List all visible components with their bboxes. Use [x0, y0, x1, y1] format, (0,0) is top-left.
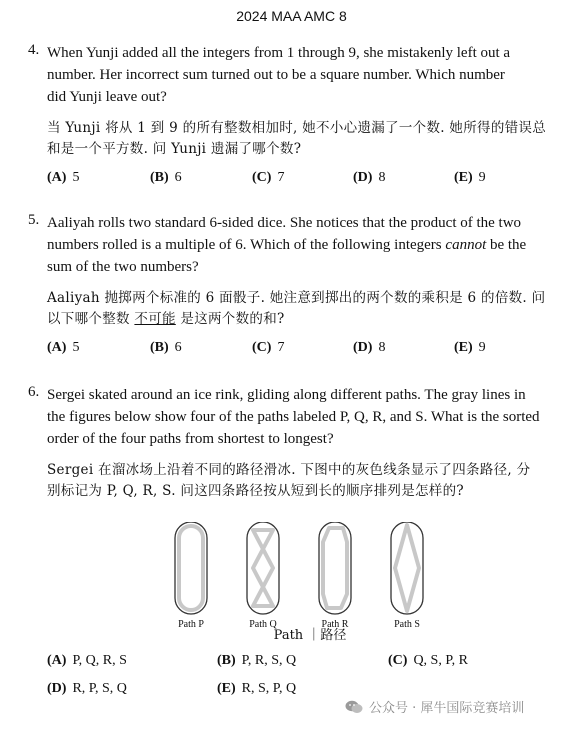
zh-line: 以下哪个整数 不可能 是这两个数的和?: [47, 311, 285, 327]
wechat-icon: [345, 700, 363, 714]
zh-line: Sergei 在溜冰场上沿着不同的路径滑冰. 下图中的灰色线条显示了四条路径, 分: [47, 462, 531, 478]
paths-diagram: [150, 522, 470, 622]
text-line: sum of the two numbers?: [47, 259, 199, 275]
text-line: did Yunji leave out?: [47, 89, 167, 105]
answer-choices-6: [47, 653, 567, 703]
choice-c[interactable]: (C) Q, S, P, R: [388, 653, 468, 668]
path-q-label: Path Q: [249, 619, 277, 630]
path-s-figure: [391, 522, 423, 614]
choice-c[interactable]: (C) 7: [252, 340, 285, 355]
answer-choices: [47, 340, 563, 362]
problem-number: 4.: [28, 42, 40, 58]
choice-e[interactable]: (E) R, S, P, Q: [217, 681, 297, 696]
emphasis: cannot: [445, 237, 487, 253]
zh-line: 别标记为 P, Q, R, S. 问这四条路径按从短到长的顺序排列是怎样的?: [47, 483, 464, 499]
problem-number: 5.: [28, 212, 40, 228]
choice-b[interactable]: (B) 6: [150, 340, 182, 355]
problem-text: [47, 212, 563, 278]
paths-figure: [150, 522, 470, 648]
path-s-label: Path S: [394, 619, 420, 630]
path-q: [253, 530, 273, 606]
problem-translation: [47, 288, 563, 330]
problem-5: [28, 212, 563, 362]
problem-4: [28, 42, 563, 192]
path-p: [179, 526, 203, 610]
text-line: order of the four paths from shortest to longest?: [47, 431, 334, 447]
figure-caption: Path ｜路径: [273, 628, 347, 643]
choice-d[interactable]: (D) R, P, S, Q: [47, 681, 127, 696]
choice-d[interactable]: (D) 8: [353, 170, 386, 185]
choice-b[interactable]: (B) 6: [150, 170, 182, 185]
choice-c[interactable]: (C) 7: [252, 170, 285, 185]
text-line: number. Her incorrect sum turned out to be a square number. Which number: [47, 67, 505, 83]
path-r: [323, 528, 347, 608]
problem-text: [47, 42, 563, 108]
text-line: Aaliyah rolls two standard 6-sided dice. She notices that the product of the two: [47, 215, 522, 231]
problem-6: [28, 384, 563, 502]
text-line: Sergei skated around an ice rink, gliding along different paths. The gray lines in: [47, 387, 526, 403]
path-q-figure: [247, 522, 279, 614]
text-line: When Yunji added all the integers from 1 through 9, she mistakenly left out a: [47, 45, 511, 61]
path-s: [395, 525, 419, 611]
problem-text: [47, 384, 563, 450]
choice-e[interactable]: (E) 9: [454, 340, 486, 355]
path-p-label: Path P: [178, 619, 204, 630]
choice-e[interactable]: (E) 9: [454, 170, 486, 185]
path-r-label: Path R: [321, 619, 349, 630]
zh-line: Aaliyah 抛掷两个标准的 6 面骰子. 她注意到掷出的两个数的乘积是 6 的倍数. 问: [47, 290, 546, 306]
text-line: the figures below show four of the paths labeled P, Q, R, and S. What is the sorted: [47, 409, 540, 425]
problem-translation: [47, 118, 563, 160]
choice-d[interactable]: (D) 8: [353, 340, 386, 355]
problem-number: 6.: [28, 384, 40, 400]
watermark: [345, 697, 524, 716]
path-p-figure: [175, 522, 207, 614]
choice-a[interactable]: (A) 5: [47, 170, 80, 185]
answer-choices: [47, 170, 563, 192]
path-r-figure: [319, 522, 351, 614]
page-header: 2024 MAA AMC 8: [236, 8, 347, 24]
choice-b[interactable]: (B) P, R, S, Q: [217, 653, 297, 668]
text-line: numbers rolled is a multiple of 6. Which of the following integers cannot be the: [47, 237, 527, 253]
underlined-text: 不可能: [134, 311, 176, 327]
problem-translation: [47, 460, 563, 502]
watermark-text: 公众号 · 犀牛国际竞赛培训: [369, 701, 525, 716]
choice-a[interactable]: (A) 5: [47, 340, 80, 355]
zh-line: 当 Yunji 将从 1 到 9 的所有整数相加时, 她不小心遗漏了一个数. 她所得的错误总: [47, 120, 547, 136]
zh-line: 和是一个平方数. 问 Yunji 遗漏了哪个数?: [47, 141, 302, 157]
choice-a[interactable]: (A) P, Q, R, S: [47, 653, 127, 668]
